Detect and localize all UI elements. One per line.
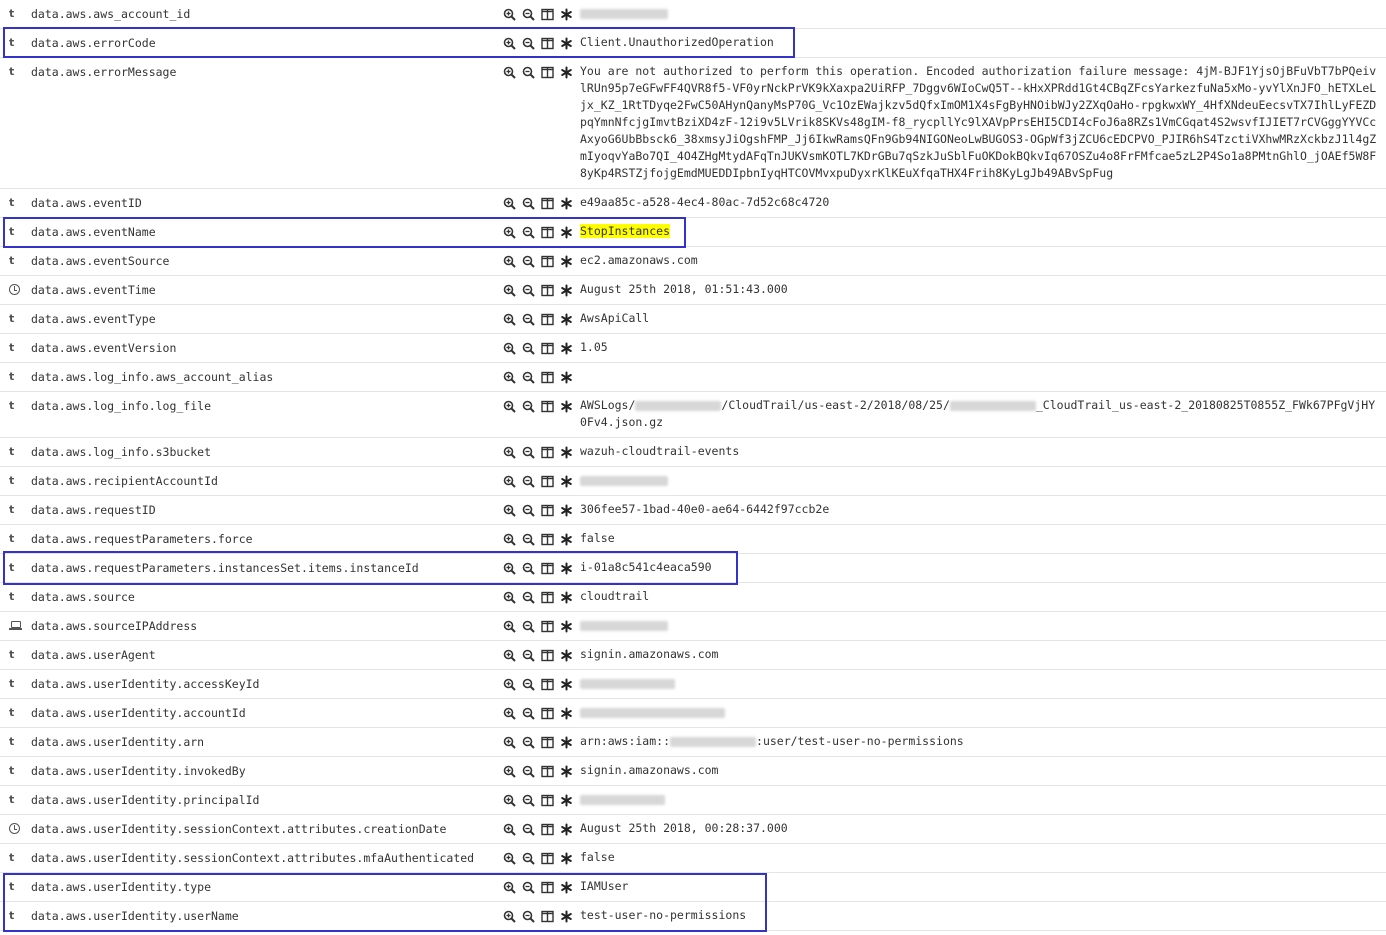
column-icon[interactable] — [540, 590, 554, 604]
asterisk-icon[interactable] — [559, 370, 573, 384]
column-icon[interactable] — [540, 254, 554, 268]
field-value — [580, 762, 1386, 779]
redacted-value — [580, 795, 665, 805]
field-name: data.aws.aws_account_id — [31, 7, 191, 21]
string-type-icon: t — [9, 880, 15, 893]
field-name: data.aws.userIdentity.invokedBy — [31, 764, 246, 778]
field-actions — [502, 312, 580, 326]
value-text: _CloudTrail_us-east-2_20180825T0855Z_FWk67PFgVjHY0Fv4.json.gz — [580, 398, 1376, 429]
asterisk-icon[interactable] — [559, 909, 573, 923]
value-text: August 25th 2018, 00:28:37.000 — [580, 821, 788, 835]
field-actions — [502, 648, 580, 662]
value-text: i-01a8c541c4eaca590 — [580, 560, 712, 574]
asterisk-icon[interactable] — [559, 561, 573, 575]
asterisk-icon[interactable] — [559, 648, 573, 662]
zoom-out-icon[interactable] — [521, 341, 535, 355]
field-row — [0, 583, 1386, 612]
zoom-out-icon[interactable] — [521, 793, 535, 807]
field-row — [0, 276, 1386, 305]
column-icon[interactable] — [540, 445, 554, 459]
field-name: data.aws.userIdentity.type — [31, 880, 212, 894]
value-text: ec2.amazonaws.com — [580, 253, 698, 267]
field-name: data.aws.recipientAccountId — [31, 474, 218, 488]
string-type-icon: t — [9, 793, 15, 806]
field-actions — [502, 851, 580, 865]
field-value — [580, 733, 1386, 750]
field-name: data.aws.eventID — [31, 196, 142, 210]
field-value — [580, 704, 1386, 721]
field-actions — [502, 590, 580, 604]
field-value — [580, 559, 1386, 576]
zoom-out-icon[interactable] — [521, 225, 535, 239]
column-icon[interactable] — [540, 619, 554, 633]
asterisk-icon[interactable] — [559, 735, 573, 749]
asterisk-icon[interactable] — [559, 399, 573, 413]
zoom-in-icon[interactable] — [502, 909, 516, 923]
field-actions — [502, 445, 580, 459]
field-actions — [502, 399, 580, 413]
field-row — [0, 438, 1386, 467]
zoom-out-icon[interactable] — [521, 677, 535, 691]
field-name: data.aws.requestParameters.instancesSet.items.instanceId — [31, 561, 419, 575]
field-value — [580, 34, 1386, 51]
string-type-icon: t — [9, 7, 15, 20]
field-actions — [502, 706, 580, 720]
field-row — [0, 786, 1386, 815]
field-value — [580, 646, 1386, 663]
field-actions — [502, 225, 580, 239]
zoom-out-icon[interactable] — [521, 445, 535, 459]
field-value — [580, 5, 1386, 22]
asterisk-icon[interactable] — [559, 254, 573, 268]
field-name: data.aws.userIdentity.accessKeyId — [31, 677, 260, 691]
field-name: data.aws.userIdentity.sessionContext.attributes.mfaAuthenticated — [31, 851, 475, 865]
field-row — [0, 334, 1386, 363]
field-value — [580, 63, 1386, 182]
column-icon[interactable] — [540, 764, 554, 778]
asterisk-icon[interactable] — [559, 793, 573, 807]
zoom-in-icon[interactable] — [502, 880, 516, 894]
zoom-out-icon[interactable] — [521, 909, 535, 923]
field-value — [580, 588, 1386, 605]
asterisk-icon[interactable] — [559, 474, 573, 488]
field-name: data.aws.requestID — [31, 503, 156, 517]
zoom-in-icon[interactable] — [502, 561, 516, 575]
field-actions — [502, 764, 580, 778]
field-actions — [502, 254, 580, 268]
zoom-in-icon[interactable] — [502, 254, 516, 268]
zoom-in-icon[interactable] — [502, 341, 516, 355]
redacted-value — [580, 621, 668, 631]
column-icon[interactable] — [540, 7, 554, 21]
asterisk-icon[interactable] — [559, 312, 573, 326]
field-value — [580, 820, 1386, 837]
value-text: AWSLogs/ — [580, 398, 636, 412]
field-value — [580, 339, 1386, 356]
column-icon[interactable] — [540, 399, 554, 413]
zoom-in-icon[interactable] — [502, 793, 516, 807]
value-text: August 25th 2018, 01:51:43.000 — [580, 282, 788, 296]
field-actions — [502, 341, 580, 355]
asterisk-icon[interactable] — [559, 36, 573, 50]
zoom-out-icon[interactable] — [521, 880, 535, 894]
asterisk-icon[interactable] — [559, 706, 573, 720]
field-actions — [502, 880, 580, 894]
field-row — [0, 247, 1386, 276]
field-row — [0, 554, 1386, 583]
field-name: data.aws.eventTime — [31, 283, 156, 297]
redacted-value — [950, 401, 1036, 411]
zoom-in-icon[interactable] — [502, 196, 516, 210]
string-type-icon: t — [9, 503, 15, 516]
column-icon[interactable] — [540, 225, 554, 239]
field-row — [0, 699, 1386, 728]
redacted-value — [635, 401, 721, 411]
field-value — [580, 223, 1386, 240]
asterisk-icon[interactable] — [559, 822, 573, 836]
field-row — [0, 873, 1386, 902]
asterisk-icon[interactable] — [559, 764, 573, 778]
highlighted-value: StopInstances — [580, 224, 671, 238]
field-value — [580, 617, 1386, 634]
field-row — [0, 305, 1386, 334]
field-row — [0, 612, 1386, 641]
field-actions — [502, 36, 580, 50]
column-icon[interactable] — [540, 312, 554, 326]
field-value — [580, 310, 1386, 327]
field-row — [0, 496, 1386, 525]
string-type-icon: t — [9, 341, 15, 354]
field-actions — [502, 196, 580, 210]
string-type-icon: t — [9, 36, 15, 49]
zoom-out-icon[interactable] — [521, 619, 535, 633]
zoom-out-icon[interactable] — [521, 283, 535, 297]
value-text: 1.05 — [580, 340, 608, 354]
asterisk-icon[interactable] — [559, 65, 573, 79]
field-value — [580, 675, 1386, 692]
field-value — [580, 472, 1386, 489]
field-row — [0, 902, 1386, 931]
value-text: 306fee57-1bad-40e0-ae64-6442f97ccb2e — [580, 502, 830, 516]
field-name: data.aws.userIdentity.accountId — [31, 706, 246, 720]
string-type-icon: t — [9, 851, 15, 864]
field-row — [0, 641, 1386, 670]
value-text: test-user-no-permissions — [580, 908, 747, 922]
value-text: :user/test-user-no-permissions — [756, 734, 964, 748]
column-icon[interactable] — [540, 561, 554, 575]
column-icon[interactable] — [540, 196, 554, 210]
zoom-in-icon[interactable] — [502, 532, 516, 546]
string-type-icon: t — [9, 312, 15, 325]
field-name: data.aws.eventName — [31, 225, 156, 239]
field-actions — [502, 822, 580, 836]
column-icon[interactable] — [540, 341, 554, 355]
field-name: data.aws.userIdentity.arn — [31, 735, 205, 749]
asterisk-icon[interactable] — [559, 619, 573, 633]
string-type-icon: t — [9, 445, 15, 458]
column-icon[interactable] — [540, 851, 554, 865]
field-actions — [502, 735, 580, 749]
string-type-icon: t — [9, 909, 15, 922]
field-value — [580, 791, 1386, 808]
zoom-in-icon[interactable] — [502, 590, 516, 604]
zoom-out-icon[interactable] — [521, 532, 535, 546]
column-icon[interactable] — [540, 735, 554, 749]
field-value — [580, 397, 1386, 431]
field-row — [0, 0, 1386, 29]
value-text: signin.amazonaws.com — [580, 647, 719, 661]
value-text: IAMUser — [580, 879, 629, 893]
field-name: data.aws.source — [31, 590, 135, 604]
zoom-in-icon[interactable] — [502, 65, 516, 79]
string-type-icon: t — [9, 65, 15, 78]
field-value — [580, 907, 1386, 924]
asterisk-icon[interactable] — [559, 341, 573, 355]
field-name: data.aws.userIdentity.sessionContext.attributes.creationDate — [31, 822, 447, 836]
value-text: cloudtrail — [580, 589, 650, 603]
field-actions — [502, 474, 580, 488]
value-text: arn:aws:iam:: — [580, 734, 671, 748]
asterisk-icon[interactable] — [559, 880, 573, 894]
zoom-in-icon[interactable] — [502, 7, 516, 21]
zoom-out-icon[interactable] — [521, 590, 535, 604]
zoom-out-icon[interactable] — [521, 370, 535, 384]
ip-type-icon — [0, 619, 31, 632]
value-text: wazuh-cloudtrail-events — [580, 444, 740, 458]
column-icon[interactable] — [540, 706, 554, 720]
string-type-icon: t — [9, 254, 15, 267]
zoom-out-icon[interactable] — [521, 706, 535, 720]
field-actions — [502, 793, 580, 807]
asterisk-icon[interactable] — [559, 225, 573, 239]
field-name: data.aws.userAgent — [31, 648, 156, 662]
field-actions — [502, 909, 580, 923]
string-type-icon: t — [9, 561, 15, 574]
field-row — [0, 189, 1386, 218]
asterisk-icon[interactable] — [559, 283, 573, 297]
value-text: AwsApiCall — [580, 311, 650, 325]
column-icon[interactable] — [540, 474, 554, 488]
zoom-in-icon[interactable] — [502, 225, 516, 239]
field-actions — [502, 283, 580, 297]
zoom-in-icon[interactable] — [502, 677, 516, 691]
field-row — [0, 728, 1386, 757]
zoom-out-icon[interactable] — [521, 474, 535, 488]
field-row — [0, 29, 1386, 58]
string-type-icon: t — [9, 225, 15, 238]
string-type-icon: t — [9, 474, 15, 487]
value-text: /CloudTrail/us-east-2/2018/08/25/ — [721, 398, 950, 412]
column-icon[interactable] — [540, 503, 554, 517]
asterisk-icon[interactable] — [559, 851, 573, 865]
string-type-icon: t — [9, 706, 15, 719]
field-name: data.aws.userIdentity.userName — [31, 909, 239, 923]
field-actions — [502, 619, 580, 633]
field-name: data.aws.eventVersion — [31, 341, 177, 355]
zoom-in-icon[interactable] — [502, 735, 516, 749]
field-value — [580, 281, 1386, 298]
zoom-in-icon[interactable] — [502, 706, 516, 720]
zoom-in-icon[interactable] — [502, 851, 516, 865]
field-actions — [502, 65, 580, 79]
zoom-out-icon[interactable] — [521, 312, 535, 326]
asterisk-icon[interactable] — [559, 445, 573, 459]
field-name: data.aws.eventSource — [31, 254, 170, 268]
field-name: data.aws.requestParameters.force — [31, 532, 253, 546]
column-icon[interactable] — [540, 909, 554, 923]
field-row — [0, 58, 1386, 189]
column-icon[interactable] — [540, 822, 554, 836]
field-row — [0, 525, 1386, 554]
field-actions — [502, 532, 580, 546]
column-icon[interactable] — [540, 65, 554, 79]
zoom-in-icon[interactable] — [502, 503, 516, 517]
field-actions — [502, 503, 580, 517]
zoom-in-icon[interactable] — [502, 445, 516, 459]
field-name: data.aws.eventType — [31, 312, 156, 326]
column-icon[interactable] — [540, 370, 554, 384]
field-actions — [502, 677, 580, 691]
column-icon[interactable] — [540, 36, 554, 50]
field-actions — [502, 370, 580, 384]
zoom-out-icon[interactable] — [521, 822, 535, 836]
zoom-in-icon[interactable] — [502, 474, 516, 488]
string-type-icon: t — [9, 648, 15, 661]
string-type-icon: t — [9, 399, 15, 412]
column-icon[interactable] — [540, 648, 554, 662]
column-icon[interactable] — [540, 532, 554, 546]
zoom-out-icon[interactable] — [521, 65, 535, 79]
field-value — [580, 501, 1386, 518]
asterisk-icon[interactable] — [559, 677, 573, 691]
zoom-in-icon[interactable] — [502, 370, 516, 384]
zoom-out-icon[interactable] — [521, 7, 535, 21]
redacted-value — [580, 476, 668, 486]
value-text: Client.UnauthorizedOperation — [580, 35, 774, 49]
value-text: signin.amazonaws.com — [580, 763, 719, 777]
date-type-icon — [0, 822, 31, 836]
field-actions — [502, 7, 580, 21]
zoom-out-icon[interactable] — [521, 851, 535, 865]
zoom-in-icon[interactable] — [502, 764, 516, 778]
string-type-icon: t — [9, 590, 15, 603]
field-value — [580, 878, 1386, 895]
value-text: e49aa85c-a528-4ec4-80ac-7d52c68c4720 — [580, 195, 830, 209]
field-row — [0, 670, 1386, 699]
field-name: data.aws.log_info.aws_account_alias — [31, 370, 274, 384]
zoom-out-icon[interactable] — [521, 648, 535, 662]
value-text: false — [580, 531, 615, 545]
value-text: You are not authorized to perform this operation. Encoded authorization failure message: 4jM-BJF1YjsOjBFuVbT7bPQeivlRUn95p7eGFwFF4QVR8f5-VF0yrNckPrVK9kXaxpa2UiRFP_7Dggv6WIoCwQ5T--kHxXPRdd1Gt4CBqZFcsYarkezfuNa5xMo-yvYlXnJFO_hETXLeLjx_KZ_1RtTDyqe2FwC50AHynQanyMsP70G_Vc1OzEWajkzv5dQfxImOM1X4sFgByHNOibWJy2ZXqOaHo-rpgkwxWY_4HfXNdeuEecsvTX7IhlLyFEZDpqYmnNfcjgImvtBziXD4zF-12i9v5LVrik8SKVs48gIM-f8_rycpllYc9lXAVpPrsEHI5CDI4cFoJ6a8RZs1VmCGqat4S2wsvfIJIET7rCVGggYYVCcAxyoG6UbBbsck6_38xmsyJiOgshFMP_Jj6IkwRamsQFn9Gb94NIGONeoLwBUGOS3-OGpWf3jZCU6cEDCPVO_PJIR6hS4TzctiVXhwMRzXckbzJ1l4gZmIyoqvYaBo7QI_4O4ZHgMtydAFqTnJUKVsmKOTL7KDrGBu7qSzkJuSblFuOKDokBQkvIq67OSZu4o8FrFMfcae5zL2P4So1a8PMtnGhlO_jOAEf5W8F8yKp4RSTZjfojgEmdMUEDDIpbnIyqHTCOVMvxpuDyxrKlKEuXfqaTHX4Frih8KyLgJb49ABvSpFug — [580, 64, 1377, 180]
zoom-in-icon[interactable] — [502, 822, 516, 836]
field-name: data.aws.log_info.s3bucket — [31, 445, 212, 459]
field-actions — [502, 561, 580, 575]
asterisk-icon[interactable] — [559, 7, 573, 21]
field-name: data.aws.userIdentity.principalId — [31, 793, 260, 807]
field-value — [580, 194, 1386, 211]
field-name: data.aws.sourceIPAddress — [31, 619, 198, 633]
field-value — [580, 252, 1386, 269]
zoom-out-icon[interactable] — [521, 36, 535, 50]
field-value — [580, 530, 1386, 547]
zoom-out-icon[interactable] — [521, 764, 535, 778]
zoom-out-icon[interactable] — [521, 735, 535, 749]
field-row — [0, 467, 1386, 496]
field-name: data.aws.log_info.log_file — [31, 399, 212, 413]
field-name: data.aws.errorCode — [31, 36, 156, 50]
string-type-icon: t — [9, 677, 15, 690]
column-icon[interactable] — [540, 677, 554, 691]
asterisk-icon[interactable] — [559, 503, 573, 517]
redacted-value — [670, 737, 756, 747]
field-name: data.aws.errorMessage — [31, 65, 177, 79]
zoom-out-icon[interactable] — [521, 399, 535, 413]
string-type-icon: t — [9, 764, 15, 777]
asterisk-icon[interactable] — [559, 590, 573, 604]
column-icon[interactable] — [540, 283, 554, 297]
value-text: false — [580, 850, 615, 864]
zoom-in-icon[interactable] — [502, 399, 516, 413]
field-row — [0, 815, 1386, 844]
field-row — [0, 218, 1386, 247]
redacted-value — [580, 708, 725, 718]
column-icon[interactable] — [540, 793, 554, 807]
zoom-out-icon[interactable] — [521, 503, 535, 517]
column-icon[interactable] — [540, 880, 554, 894]
zoom-in-icon[interactable] — [502, 312, 516, 326]
zoom-out-icon[interactable] — [521, 254, 535, 268]
zoom-out-icon[interactable] — [521, 196, 535, 210]
asterisk-icon[interactable] — [559, 196, 573, 210]
zoom-in-icon[interactable] — [502, 283, 516, 297]
redacted-value — [580, 9, 668, 19]
date-type-icon — [0, 283, 31, 297]
field-value — [580, 849, 1386, 866]
string-type-icon: t — [9, 196, 15, 209]
field-row — [0, 757, 1386, 786]
field-value — [580, 443, 1386, 460]
string-type-icon: t — [9, 370, 15, 383]
string-type-icon: t — [9, 532, 15, 545]
string-type-icon: t — [9, 735, 15, 748]
zoom-in-icon[interactable] — [502, 619, 516, 633]
redacted-value — [580, 679, 675, 689]
asterisk-icon[interactable] — [559, 532, 573, 546]
zoom-in-icon[interactable] — [502, 36, 516, 50]
zoom-in-icon[interactable] — [502, 648, 516, 662]
zoom-out-icon[interactable] — [521, 561, 535, 575]
field-row — [0, 392, 1386, 438]
field-row — [0, 844, 1386, 873]
field-row — [0, 363, 1386, 392]
